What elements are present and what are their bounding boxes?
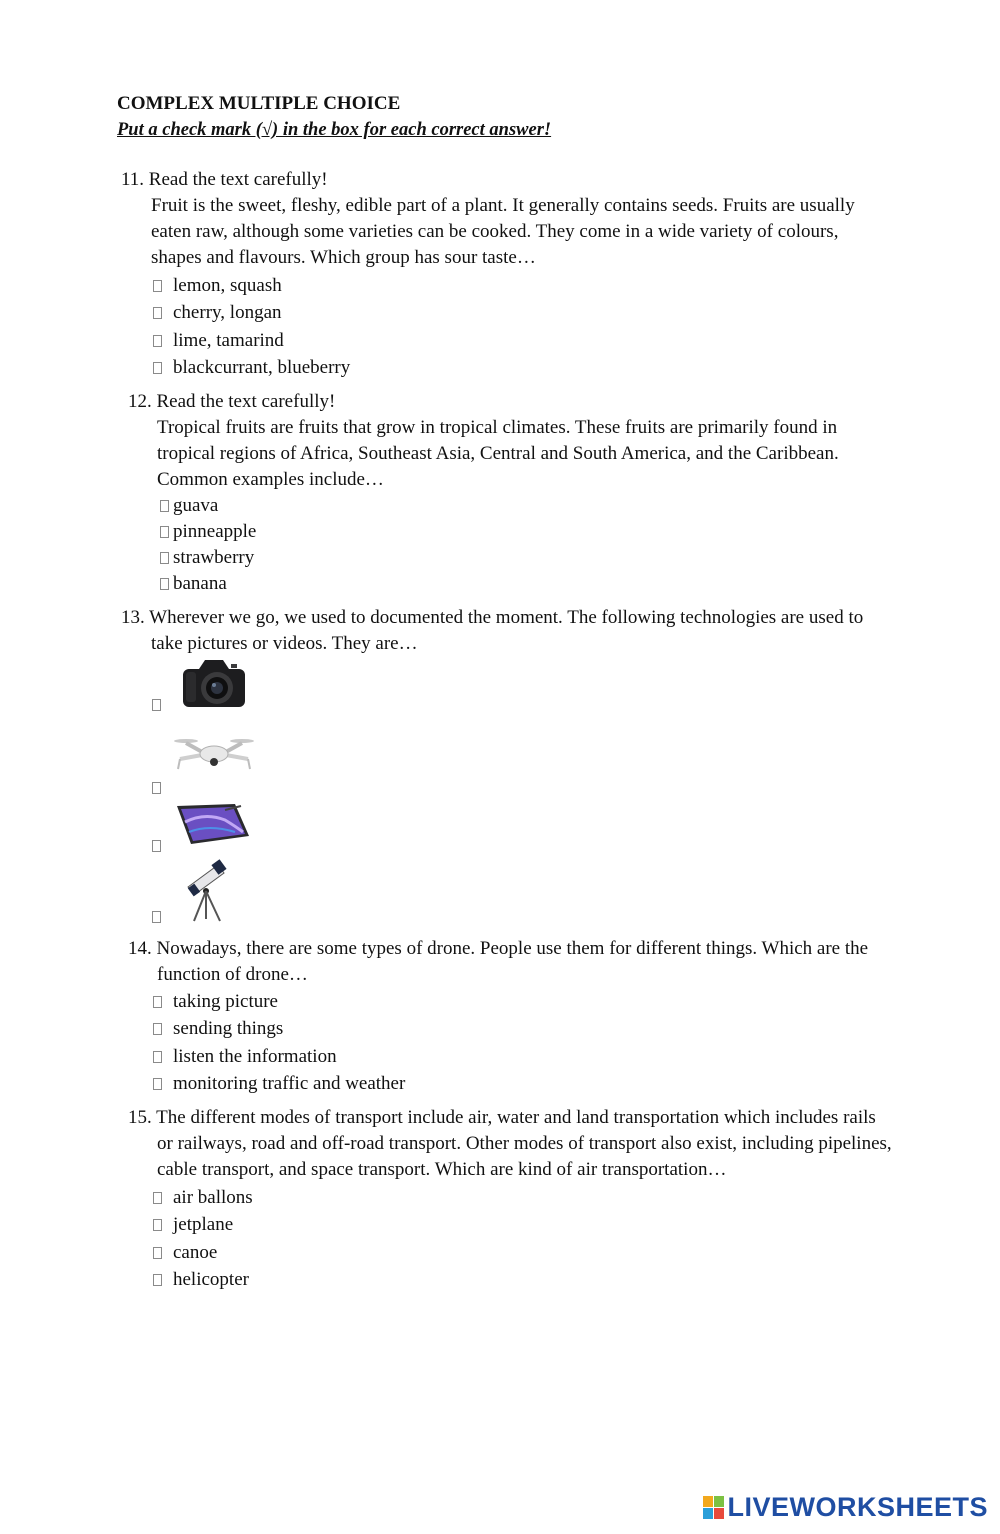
answer-checkbox[interactable] xyxy=(153,335,162,347)
option-item xyxy=(153,1071,405,1099)
answer-checkbox[interactable] xyxy=(152,782,161,794)
question-13-text xyxy=(121,605,863,657)
option-item xyxy=(153,1016,405,1044)
drone-icon xyxy=(172,735,256,773)
answer-checkbox[interactable] xyxy=(152,840,161,852)
question-14-options xyxy=(153,988,405,1098)
option-item xyxy=(153,300,350,328)
option-item xyxy=(160,571,256,597)
question-11-passage xyxy=(151,193,855,271)
logo-blocks-icon xyxy=(703,1496,725,1520)
question-line: or railways, road and off-road transport. Other modes of transport also exist, including pipelines, xyxy=(157,1133,892,1154)
option-label: blackcurrant, blueberry xyxy=(173,357,351,379)
camera-icon xyxy=(181,657,247,709)
liveworksheets-logo xyxy=(703,1492,988,1523)
option-label: guava xyxy=(173,495,219,516)
question-line: function of drone… xyxy=(157,964,308,985)
option-item xyxy=(153,1212,253,1240)
option-item xyxy=(153,988,405,1016)
option-label: strawberry xyxy=(173,547,255,568)
option-label: monitoring traffic and weather xyxy=(173,1073,406,1095)
question-number: 12. xyxy=(128,391,152,412)
telescope-icon xyxy=(184,857,230,923)
answer-checkbox[interactable] xyxy=(153,1051,162,1063)
option-label: banana xyxy=(173,573,227,594)
passage-line: eaten raw, although some varieties can be cooked. They come in a wide variety of colours, xyxy=(151,221,839,242)
question-line: Nowadays, there are some types of drone. People use them for different things. Which are the xyxy=(156,938,869,959)
option-label: helicopter xyxy=(173,1269,249,1291)
answer-checkbox[interactable] xyxy=(153,1023,162,1035)
worksheet-title: COMPLEX MULTIPLE CHOICE xyxy=(117,93,401,114)
passage-line: Common examples include… xyxy=(157,469,384,490)
answer-checkbox[interactable] xyxy=(153,280,162,292)
option-label: jetplane xyxy=(173,1214,234,1236)
option-label: pinneapple xyxy=(173,521,257,542)
question-11-options xyxy=(153,272,350,382)
question-number: 15. xyxy=(128,1107,152,1128)
answer-checkbox[interactable] xyxy=(152,911,161,923)
passage-line: tropical regions of Africa, Southeast Asia, Central and South America, and the Caribbean. xyxy=(157,443,839,464)
option-label: lemon, squash xyxy=(173,274,282,296)
question-line: take pictures or videos. They are… xyxy=(151,633,418,654)
question-12-prompt xyxy=(128,389,335,415)
question-number: 11. xyxy=(121,169,145,190)
question-14-text xyxy=(128,936,868,988)
option-item xyxy=(153,355,350,383)
answer-checkbox[interactable] xyxy=(160,526,169,538)
question-number: 13. xyxy=(121,607,145,628)
brand-name: LIVEWORKSHEETS xyxy=(727,1492,988,1522)
question-11-prompt xyxy=(121,167,328,193)
worksheet-instruction: Put a check mark (√) in the box for each correct answer! xyxy=(117,120,552,140)
question-number: 14. xyxy=(128,938,152,959)
option-item xyxy=(153,1239,253,1267)
answer-checkbox[interactable] xyxy=(152,699,161,711)
question-prompt-text: Read the text carefully! xyxy=(148,169,328,190)
answer-checkbox[interactable] xyxy=(153,1274,162,1286)
passage-line: Fruit is the sweet, fleshy, edible part of a plant. It generally contains seeds. Fruits are usually xyxy=(151,195,855,216)
answer-checkbox[interactable] xyxy=(153,362,162,374)
passage-line: Tropical fruits are fruits that grow in tropical climates. These fruits are primarily found in xyxy=(157,417,838,438)
tablet-icon xyxy=(175,802,251,846)
option-label: cherry, longan xyxy=(173,302,282,324)
question-15-text xyxy=(128,1105,892,1183)
answer-checkbox[interactable] xyxy=(160,552,169,564)
question-line: The different modes of transport include air, water and land transportation which includes rails xyxy=(156,1107,876,1128)
option-item xyxy=(153,272,350,300)
question-12-options xyxy=(160,493,256,597)
option-label: sending things xyxy=(173,1018,284,1040)
option-item xyxy=(153,1043,405,1071)
answer-checkbox[interactable] xyxy=(153,1219,162,1231)
answer-checkbox[interactable] xyxy=(153,307,162,319)
answer-checkbox[interactable] xyxy=(153,1247,162,1259)
option-label: taking picture xyxy=(173,990,278,1012)
question-line: Wherever we go, we used to documented the moment. The following technologies are used to xyxy=(149,607,864,628)
option-label: lime, tamarind xyxy=(173,329,284,351)
passage-line: shapes and flavours. Which group has sour taste… xyxy=(151,247,536,268)
option-item xyxy=(153,1267,253,1295)
answer-checkbox[interactable] xyxy=(153,996,162,1008)
answer-checkbox[interactable] xyxy=(153,1192,162,1204)
answer-checkbox[interactable] xyxy=(160,500,169,512)
option-item xyxy=(160,493,256,519)
question-12-passage xyxy=(157,415,839,493)
option-label: canoe xyxy=(173,1241,218,1263)
option-item xyxy=(160,545,256,571)
question-prompt-text: Read the text carefully! xyxy=(156,391,336,412)
option-item xyxy=(153,327,350,355)
question-15-options xyxy=(153,1184,253,1294)
option-label: air ballons xyxy=(173,1186,253,1208)
question-line: cable transport, and space transport. Which are kind of air transportation… xyxy=(157,1159,727,1180)
answer-checkbox[interactable] xyxy=(153,1078,162,1090)
answer-checkbox[interactable] xyxy=(160,578,169,590)
option-label: listen the information xyxy=(173,1045,337,1067)
option-item xyxy=(160,519,256,545)
option-item xyxy=(153,1184,253,1212)
